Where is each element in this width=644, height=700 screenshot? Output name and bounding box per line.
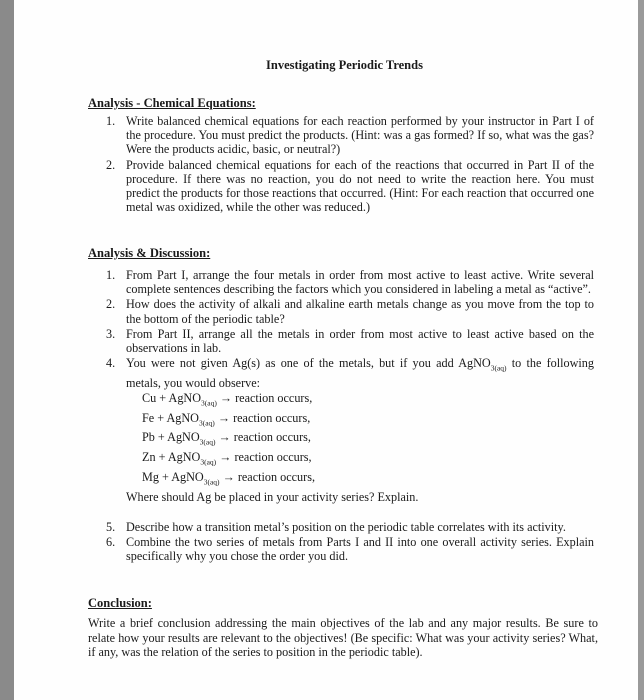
reaction-line	[142, 391, 594, 411]
list-item	[106, 327, 594, 355]
list-item	[106, 535, 594, 563]
item-text: From Part II, arrange all the metals in order from most active to least active based on the observations in lab.	[126, 326, 594, 356]
section-heading-analysis-discussion: Analysis & Discussion:	[88, 246, 211, 260]
reaction-result: → reaction occurs,	[216, 391, 313, 406]
subscript: 3(aq)	[200, 457, 217, 467]
ag-placement-question: Where should Ag be placed in your activity series? Explain.	[126, 490, 419, 504]
item-number: 1.	[106, 268, 116, 282]
item-text: to the following metals, you would observe:	[126, 356, 594, 390]
reaction-result: → reaction occurs,	[214, 410, 311, 425]
reaction-result: → reaction occurs,	[215, 430, 311, 445]
subscript: 3(aq)	[201, 398, 217, 408]
item-number: 2.	[106, 297, 116, 312]
list-item	[106, 297, 594, 325]
item-text: Describe how a transition metal’s position on the periodic table correlates with its activity.	[126, 520, 566, 534]
reaction-result: → reaction occurs,	[216, 449, 312, 464]
list-item	[106, 114, 594, 157]
list-item	[106, 158, 594, 215]
document-title: Investigating Periodic Trends	[266, 58, 423, 72]
item-number: 5.	[106, 520, 116, 534]
reaction-reactants: Cu + AgNO	[142, 391, 202, 406]
analysis-discussion-list	[106, 268, 594, 490]
list-item	[106, 520, 594, 534]
subscript: 3(aq)	[198, 418, 215, 428]
subscript: 3(aq)	[490, 363, 507, 373]
reaction-reactants: Fe + AgNO	[142, 410, 199, 425]
reaction-list	[142, 391, 594, 489]
item-text: How does the activity of alkali and alkaline earth metals change as you move from the top to the bottom of the periodic table?	[126, 297, 594, 326]
item-text: From Part I, arrange the four metals in order from most active to least active. Write several complete sentences describing the factors which you considered in labeling a metal as “active”.	[126, 268, 594, 297]
item-number: 1.	[106, 114, 116, 128]
reaction-reactants: Zn + AgNO	[142, 449, 201, 464]
item-number: 4.	[106, 356, 116, 371]
analysis-discussion-list-continued	[106, 520, 594, 565]
item-text: Provide balanced chemical equations for each of the reactions that occurred in Part II of the procedure. If there was no reaction, you do not need to write the reaction here. You must predict the products for those reactions that occurred. (Hint: For each reaction that occurred one metal was oxidized, while the other was reduced.)	[126, 157, 594, 215]
reaction-line	[142, 470, 594, 490]
conclusion-text: Write a brief conclusion addressing the main objectives of the lab and any major results. Be sure to relate how your results are relevant to the objectives! (Be specific: What was your activity series? What, if any, was the relation of the series to position in the periodic table).	[88, 616, 598, 660]
item-text: Combine the two series of metals from Parts I and II into one overall activity series. Explain specifically why you chose the order you did.	[126, 535, 594, 564]
reaction-line	[142, 450, 594, 470]
subscript: 3(aq)	[203, 477, 220, 487]
section-heading-conclusion: Conclusion:	[88, 596, 152, 610]
item-number: 2.	[106, 157, 116, 172]
chemical-equations-list	[106, 114, 594, 215]
section-heading-chemical-equations: Analysis - Chemical Equations:	[88, 96, 256, 110]
reaction-reactants: Mg + AgNO	[142, 469, 204, 484]
list-item	[106, 356, 594, 489]
reaction-line	[142, 430, 594, 450]
subscript: 3(aq)	[199, 437, 216, 447]
item-text: Write balanced chemical equations for each reaction performed by your instructor in Part I of the procedure. You must predict the products. (Hint: was a gas formed? If so, what was the gas? Were the products acidic, basic, or neutral?)	[126, 114, 594, 157]
item-number: 6.	[106, 535, 116, 550]
document-page	[14, 0, 638, 700]
reaction-reactants: Pb + AgNO	[142, 430, 200, 445]
list-item	[106, 268, 594, 296]
reaction-line	[142, 411, 594, 431]
page-edge-left	[0, 0, 14, 700]
page-edge-right	[638, 0, 644, 700]
item-number: 3.	[106, 326, 116, 341]
item-text: You were not given Ag(s) as one of the metals, but if you add AgNO	[126, 356, 491, 371]
reaction-result: → reaction occurs,	[219, 469, 315, 484]
